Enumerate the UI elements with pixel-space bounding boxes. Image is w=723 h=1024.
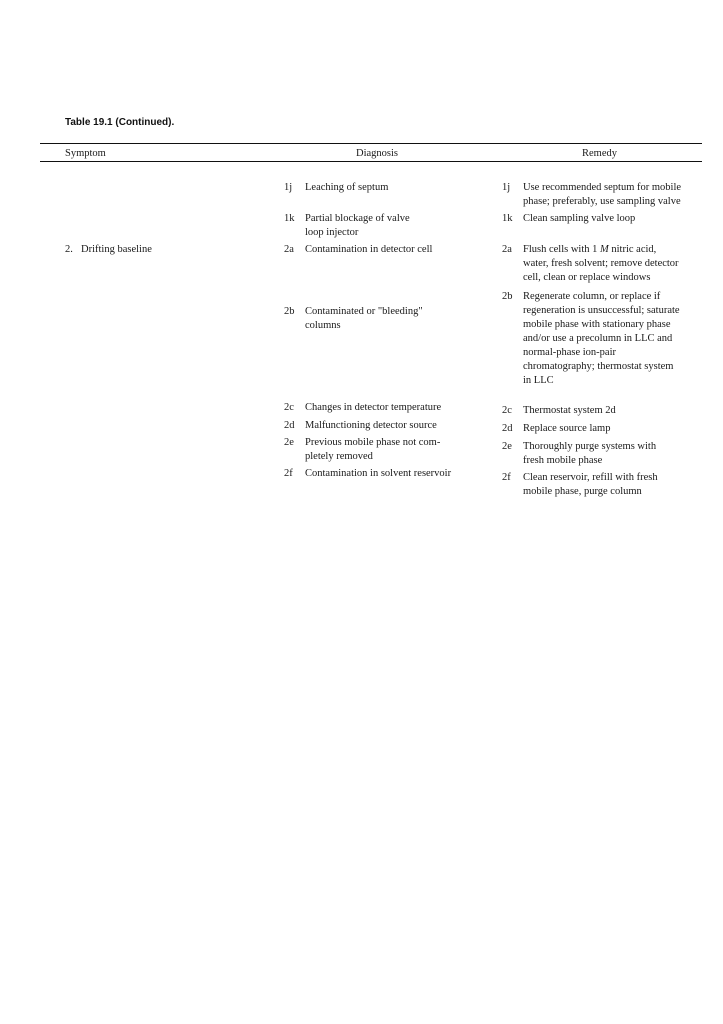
remedy-line: Regenerate column, or replace if (523, 291, 661, 302)
remedy-line: Clean sampling valve loop (523, 213, 636, 224)
remedy-code: 1k (502, 213, 513, 224)
remedy-line: fresh mobile phase (523, 455, 603, 466)
diagnosis-code: 1j (284, 182, 293, 193)
diagnosis-code: 2f (284, 468, 293, 479)
table-row (284, 212, 484, 240)
symptom-number: 2. (65, 244, 73, 255)
diagnosis-code: 2a (284, 244, 294, 255)
remedy-line: Thermostat system 2d (523, 405, 616, 416)
symptom-text: Drifting baseline (81, 244, 152, 255)
table-row (502, 243, 702, 285)
diagnosis-code: 1k (284, 213, 295, 224)
table-row (502, 471, 702, 499)
remedy-line: Thoroughly purge systems with (523, 441, 657, 452)
table-row (284, 181, 484, 195)
diagnosis-code: 2d (284, 420, 295, 431)
diagnosis-line: Partial blockage of valve (305, 213, 410, 224)
symptom-cell (65, 243, 265, 257)
header-diagnosis: Diagnosis (356, 148, 398, 159)
remedy-line: mobile phase, purge column (523, 486, 642, 497)
table-row (284, 419, 484, 433)
remedy-line: chromatography; thermostat system (523, 361, 674, 372)
remedy-line: water, fresh solvent; remove detector (523, 258, 679, 269)
diagnosis-line: Changes in detector temperature (305, 402, 442, 413)
header-remedy: Remedy (582, 148, 617, 159)
table-row (284, 467, 484, 481)
remedy-line: Replace source lamp (523, 423, 611, 434)
diagnosis-line: loop injector (305, 227, 359, 238)
remedy-code: 2a (502, 244, 512, 255)
diagnosis-line: Leaching of septum (305, 182, 389, 193)
remedy-line: Use recommended septum for mobile (523, 182, 682, 193)
table-row (502, 440, 702, 468)
table-row (284, 305, 484, 333)
remedy-code: 1j (502, 182, 511, 193)
diagnosis-line: Contamination in detector cell (305, 244, 433, 255)
remedy-line: cell, clean or replace windows (523, 272, 651, 283)
table-row (502, 290, 702, 388)
table-caption: Table 19.1 (Continued). (65, 117, 175, 128)
remedy-line: in LLC (523, 375, 554, 386)
remedy-line: Clean reservoir, refill with fresh (523, 472, 658, 483)
diagnosis-code: 2c (284, 402, 294, 413)
header-symptom: Symptom (65, 148, 106, 159)
table-row (284, 401, 484, 415)
remedy-line: normal-phase ion-pair (523, 347, 617, 358)
remedy-code: 2b (502, 291, 513, 302)
diagnosis-line: Contamination in solvent reservoir (305, 468, 452, 479)
remedy-code: 2d (502, 423, 513, 434)
diagnosis-line: pletely removed (305, 451, 373, 462)
diagnosis-line: columns (305, 320, 341, 331)
diagnosis-code: 2e (284, 437, 294, 448)
remedy-line: mobile phase with stationary phase (523, 319, 671, 330)
table-row (502, 181, 702, 209)
diagnosis-line: Previous mobile phase not com- (305, 437, 441, 448)
table-row (284, 436, 484, 464)
remedy-line: regeneration is unsuccessful; saturate (523, 305, 680, 316)
table-row (502, 404, 702, 418)
diagnosis-code: 2b (284, 306, 295, 317)
remedy-code: 2f (502, 472, 511, 483)
diagnosis-line: Contaminated or "bleeding" (305, 306, 423, 317)
remedy-code: 2e (502, 441, 512, 452)
remedy-code: 2c (502, 405, 512, 416)
table-row (502, 422, 702, 436)
table-row (502, 212, 702, 226)
remedy-line: Flush cells with 1 M nitric acid, (523, 244, 657, 255)
remedy-line: and/or use a precolumn in LLC and (523, 333, 673, 344)
diagnosis-line: Malfunctioning detector source (305, 420, 437, 431)
remedy-line: phase; preferably, use sampling valve (523, 196, 681, 207)
table-row (284, 243, 484, 257)
